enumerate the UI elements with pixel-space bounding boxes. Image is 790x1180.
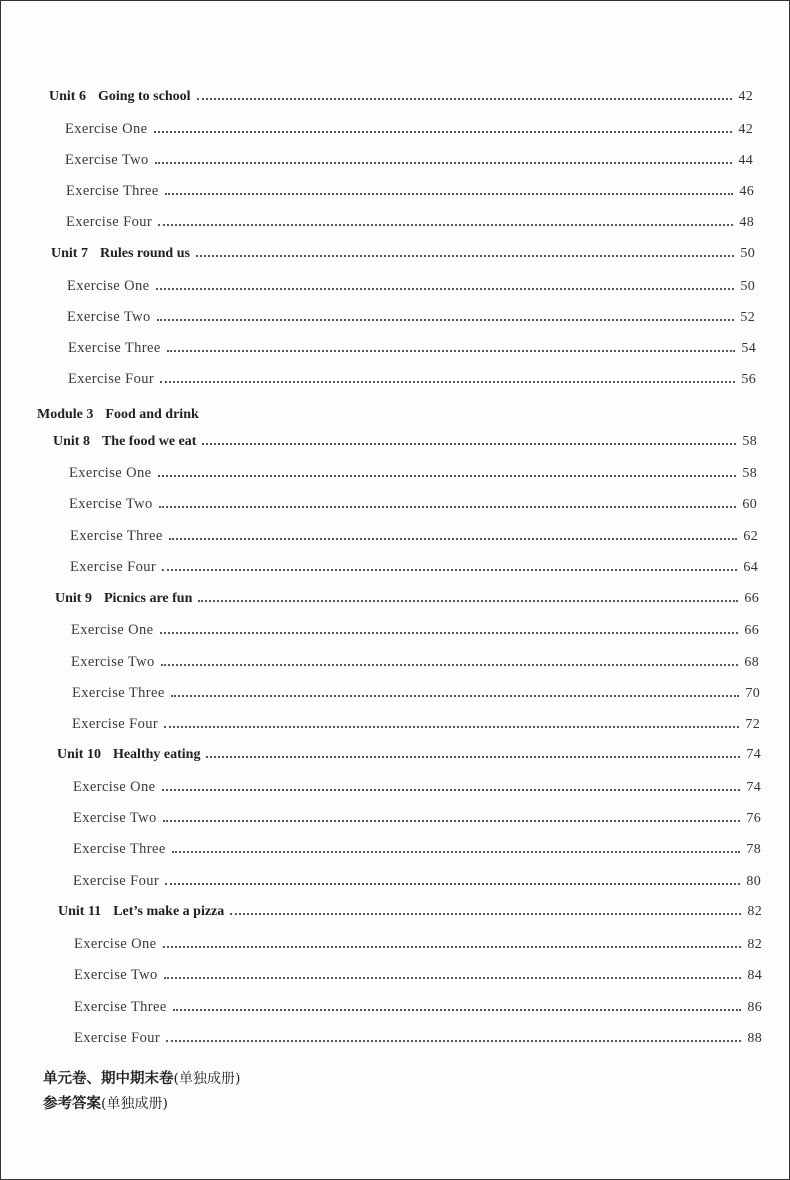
dot-leader <box>197 98 733 100</box>
dot-leader <box>167 350 736 352</box>
page-number: 46 <box>739 184 754 199</box>
toc-exercise[interactable]: Exercise Four 80 <box>73 873 761 889</box>
dot-leader <box>163 946 742 948</box>
page-number: 84 <box>747 968 762 983</box>
unit-heading: Unit 9 Picnics are fun <box>55 591 193 606</box>
dot-leader <box>163 820 741 822</box>
dot-leader <box>171 695 740 697</box>
unit-heading: Unit 6 Going to school <box>49 89 191 104</box>
page-number: 52 <box>740 310 755 325</box>
toc-exercise[interactable]: Exercise Four 64 <box>70 559 758 575</box>
page-number: 42 <box>738 122 753 137</box>
toc-exercise[interactable]: Exercise One 50 <box>67 278 755 294</box>
dot-leader <box>155 162 733 164</box>
toc-unit-9[interactable] <box>55 591 759 617</box>
page-number: 88 <box>747 1031 762 1046</box>
toc-exercise[interactable]: Exercise Two 84 <box>74 967 762 983</box>
toc-exercise[interactable]: Exercise One 58 <box>69 465 757 481</box>
dot-leader <box>158 224 733 226</box>
toc-exercise[interactable]: Exercise Four 56 <box>68 371 756 387</box>
page-number: 70 <box>745 686 760 701</box>
page-number: 74 <box>746 780 761 795</box>
toc-exercise[interactable]: Exercise One 74 <box>73 779 761 795</box>
toc-exercise[interactable]: Exercise One 82 <box>74 936 762 952</box>
toc-unit-7[interactable] <box>51 246 755 272</box>
toc-exercise[interactable]: Exercise Three 86 <box>74 999 762 1015</box>
page-number: 68 <box>744 655 759 670</box>
page-number: 54 <box>741 341 756 356</box>
dot-leader <box>164 977 742 979</box>
dot-leader <box>158 475 737 477</box>
dot-leader <box>154 131 733 133</box>
toc-exercise[interactable]: Exercise Three 70 <box>72 685 760 701</box>
dot-leader <box>157 319 735 321</box>
unit-heading: Unit 8 The food we eat <box>53 434 197 449</box>
toc-unit-10[interactable] <box>57 747 761 773</box>
page-number: 42 <box>738 89 753 104</box>
page-number: 50 <box>740 246 755 261</box>
toc-exercise[interactable]: Exercise Four 48 <box>66 214 754 230</box>
page-number: 56 <box>741 372 756 387</box>
dot-leader <box>161 664 739 666</box>
answers-note[interactable]: 参考答案(单独成册) <box>43 1096 168 1112</box>
page-number: 78 <box>746 842 761 857</box>
dot-leader <box>160 381 735 383</box>
tests-note[interactable]: 单元卷、期中期末卷(单独成册) <box>43 1071 241 1087</box>
page-number: 80 <box>746 874 761 889</box>
toc-exercise[interactable]: Exercise Two 76 <box>73 810 761 826</box>
toc-exercise[interactable]: Exercise One 42 <box>65 121 753 137</box>
dot-leader <box>230 913 741 915</box>
module-heading[interactable]: Module 3 Food and drink <box>37 407 199 422</box>
page-number: 72 <box>745 717 760 732</box>
toc-exercise[interactable]: Exercise Four 72 <box>72 716 760 732</box>
page-number: 74 <box>746 747 761 762</box>
page-number: 62 <box>743 529 758 544</box>
page-number: 82 <box>747 937 762 952</box>
page-number: 58 <box>742 466 757 481</box>
page-number: 66 <box>744 623 759 638</box>
toc-exercise[interactable]: Exercise Three 54 <box>68 340 756 356</box>
dot-leader <box>202 443 736 445</box>
dot-leader <box>172 851 741 853</box>
page-number: 64 <box>743 560 758 575</box>
unit-heading: Unit 10 Healthy eating <box>57 747 201 762</box>
unit-heading: Unit 7 Rules round us <box>51 246 190 261</box>
toc-unit-11[interactable] <box>58 904 762 930</box>
dot-leader <box>162 569 737 571</box>
page-number: 58 <box>742 434 757 449</box>
page-number: 82 <box>747 904 762 919</box>
dot-leader <box>196 255 734 257</box>
toc-unit-8[interactable] <box>53 434 757 460</box>
toc-exercise[interactable]: Exercise Three 78 <box>73 841 761 857</box>
toc-unit-6[interactable] <box>49 89 753 115</box>
page-number: 48 <box>739 215 754 230</box>
unit-heading: Unit 11 Let’s make a pizza <box>58 904 225 919</box>
page-number: 60 <box>742 497 757 512</box>
toc-exercise[interactable]: Exercise Two 44 <box>65 152 753 168</box>
toc-exercise[interactable]: Exercise Three 46 <box>66 183 754 199</box>
toc-exercise[interactable]: Exercise Two 52 <box>67 309 755 325</box>
toc-exercise[interactable]: Exercise Four 88 <box>74 1030 762 1046</box>
page-number: 86 <box>747 1000 762 1015</box>
dot-leader <box>164 726 739 728</box>
dot-leader <box>173 1009 742 1011</box>
toc-exercise[interactable]: Exercise Three 62 <box>70 528 758 544</box>
dot-leader <box>166 1040 741 1042</box>
dot-leader <box>198 600 738 602</box>
dot-leader <box>156 288 735 290</box>
toc-exercise[interactable]: Exercise Two 60 <box>69 496 757 512</box>
page-number: 50 <box>740 279 755 294</box>
dot-leader <box>165 193 734 195</box>
dot-leader <box>165 883 740 885</box>
dot-leader <box>162 789 741 791</box>
dot-leader <box>160 632 739 634</box>
toc-exercise[interactable]: Exercise Two 68 <box>71 654 759 670</box>
page-number: 44 <box>738 153 753 168</box>
dot-leader <box>159 506 737 508</box>
page-number: 66 <box>744 591 759 606</box>
dot-leader <box>206 756 740 758</box>
dot-leader <box>169 538 738 540</box>
toc-exercise[interactable]: Exercise One 66 <box>71 622 759 638</box>
page-number: 76 <box>746 811 761 826</box>
